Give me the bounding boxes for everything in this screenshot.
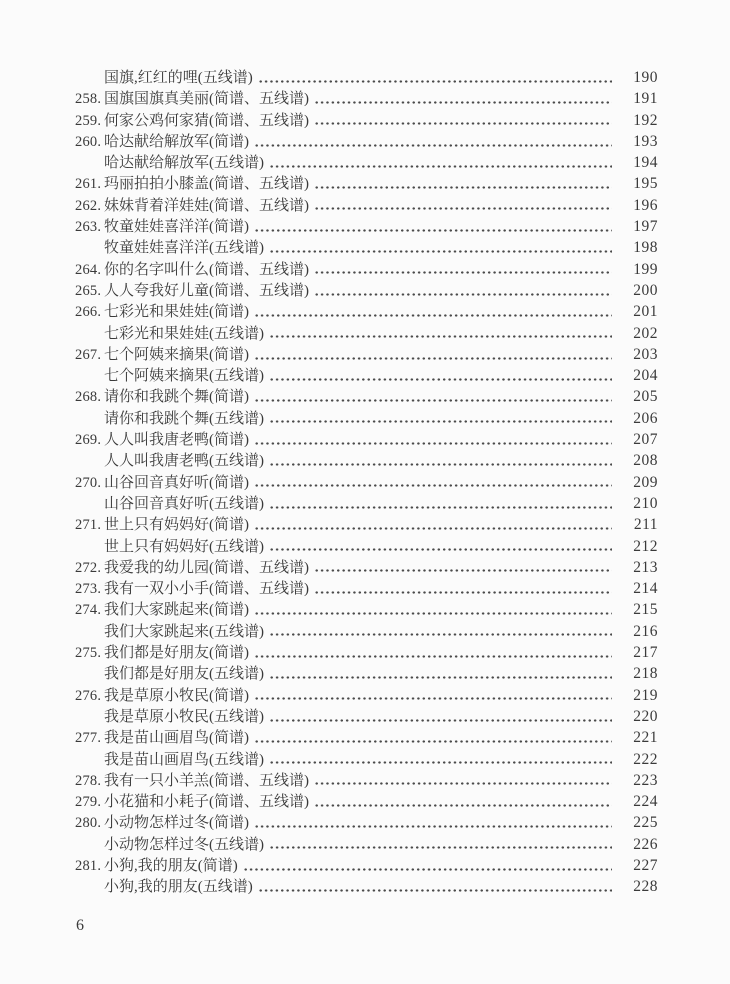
dot-leader bbox=[314, 101, 612, 104]
dot-leader bbox=[269, 463, 612, 466]
dot-leader bbox=[254, 612, 612, 615]
dot-leader bbox=[314, 207, 612, 210]
toc-row bbox=[75, 216, 658, 237]
entry-title: 我是苗山画眉鸟(简谱) bbox=[104, 730, 249, 747]
entry-title: 世上只有妈妈好(简谱) bbox=[104, 517, 249, 534]
toc-row bbox=[75, 855, 658, 876]
entry-page: 218 bbox=[633, 665, 658, 683]
toc-row bbox=[75, 472, 658, 493]
entry-page: 201 bbox=[633, 303, 658, 321]
toc-row bbox=[75, 280, 658, 301]
dot-leader bbox=[254, 357, 612, 360]
dot-leader bbox=[314, 271, 612, 274]
entry-title: 小动物怎样过冬(简谱) bbox=[104, 815, 249, 832]
entry-page: 196 bbox=[633, 196, 658, 214]
entry-title: 国旗国旗真美丽(简谱、五线谱) bbox=[104, 91, 309, 108]
toc-list bbox=[75, 67, 658, 898]
entry-page: 220 bbox=[633, 707, 658, 725]
entry-page: 214 bbox=[633, 580, 658, 598]
entry-title: 七彩光和果娃娃(五线谱) bbox=[104, 325, 264, 342]
entry-page: 200 bbox=[633, 281, 658, 299]
entry-page: 192 bbox=[633, 111, 658, 129]
page-number-footer: 6 bbox=[76, 917, 84, 934]
toc-row bbox=[75, 365, 658, 386]
dot-leader bbox=[254, 527, 612, 530]
entry-title: 我爱我的幼儿园(简谱、五线谱) bbox=[104, 559, 309, 576]
entry-number: 267. bbox=[75, 346, 102, 363]
entry-page: 210 bbox=[633, 494, 658, 512]
entry-page: 203 bbox=[633, 345, 658, 363]
dot-leader bbox=[243, 868, 612, 871]
toc-row bbox=[75, 642, 658, 663]
entry-page: 206 bbox=[633, 409, 658, 427]
entry-title: 七彩光和果娃娃(简谱) bbox=[104, 304, 249, 321]
entry-number: 259. bbox=[75, 112, 102, 129]
toc-row bbox=[75, 599, 658, 620]
entry-number: 275. bbox=[75, 645, 102, 662]
dot-leader bbox=[254, 740, 612, 743]
entry-number: 270. bbox=[75, 474, 102, 491]
entry-title: 我是草原小牧民(简谱) bbox=[104, 687, 249, 704]
entry-number: 280. bbox=[75, 815, 102, 832]
dot-leader bbox=[269, 378, 612, 381]
dot-leader bbox=[254, 825, 612, 828]
entry-title: 玛丽拍拍小膝盖(简谱、五线谱) bbox=[104, 176, 309, 193]
entry-number: 278. bbox=[75, 772, 102, 789]
dot-leader bbox=[314, 591, 612, 594]
entry-page: 223 bbox=[633, 771, 658, 789]
entry-title: 你的名字叫什么(简谱、五线谱) bbox=[104, 261, 309, 278]
toc-row bbox=[75, 514, 658, 535]
entry-title: 牧童娃娃喜洋洋(简谱) bbox=[104, 219, 249, 236]
entry-number: 281. bbox=[75, 857, 102, 874]
dot-leader bbox=[254, 314, 612, 317]
dot-leader bbox=[269, 719, 612, 722]
dot-leader bbox=[314, 122, 612, 125]
toc-row bbox=[75, 578, 658, 599]
toc-row bbox=[75, 876, 658, 897]
toc-row bbox=[75, 429, 658, 450]
entry-page: 190 bbox=[633, 69, 658, 86]
entry-title: 我是苗山画眉鸟(五线谱) bbox=[104, 751, 264, 768]
entry-title: 小花猫和小耗子(简谱、五线谱) bbox=[104, 794, 309, 811]
dot-leader bbox=[269, 250, 612, 253]
entry-number: 268. bbox=[75, 389, 102, 406]
dot-leader bbox=[314, 569, 612, 572]
entry-number: 264. bbox=[75, 261, 102, 278]
entry-title: 国旗,红红的哩(五线谱) bbox=[104, 70, 253, 86]
entry-title: 请你和我跳个舞(五线谱) bbox=[104, 410, 264, 427]
dot-leader bbox=[269, 633, 612, 636]
dot-leader bbox=[269, 335, 612, 338]
entry-page: 199 bbox=[633, 260, 658, 278]
entry-number: 266. bbox=[75, 304, 102, 321]
toc-row bbox=[75, 386, 658, 407]
entry-title: 七个阿姨来摘果(简谱) bbox=[104, 346, 249, 363]
entry-title: 山谷回音真好听(简谱) bbox=[104, 474, 249, 491]
entry-title: 牧童娃娃喜洋洋(五线谱) bbox=[104, 240, 264, 257]
entry-page: 193 bbox=[633, 132, 658, 150]
entry-number: 277. bbox=[75, 730, 102, 747]
dot-leader bbox=[314, 186, 612, 189]
entry-page: 204 bbox=[633, 367, 658, 385]
toc-row bbox=[75, 727, 658, 748]
toc-row bbox=[75, 152, 658, 173]
toc-row bbox=[75, 812, 658, 833]
entry-page: 212 bbox=[633, 537, 658, 555]
entry-page: 224 bbox=[633, 793, 658, 811]
entry-title: 我们都是好朋友(简谱) bbox=[104, 645, 249, 662]
dot-leader bbox=[254, 399, 612, 402]
toc-row bbox=[75, 450, 658, 471]
entry-page: 225 bbox=[633, 814, 658, 832]
entry-title: 山谷回音真好听(五线谱) bbox=[104, 495, 264, 512]
dot-leader bbox=[254, 442, 612, 445]
entry-page: 202 bbox=[633, 324, 658, 342]
dot-leader bbox=[314, 782, 612, 785]
entry-title: 小狗,我的朋友(简谱) bbox=[104, 857, 238, 874]
entry-title: 我是草原小牧民(五线谱) bbox=[104, 708, 264, 725]
entry-title: 小狗,我的朋友(五线谱) bbox=[104, 879, 253, 896]
toc-row bbox=[75, 749, 658, 770]
dot-leader bbox=[269, 420, 612, 423]
dot-leader bbox=[258, 889, 612, 892]
toc-row bbox=[75, 110, 658, 131]
dot-leader bbox=[269, 846, 612, 849]
entry-page: 226 bbox=[633, 835, 658, 853]
entry-title: 哈达献给解放军(五线谱) bbox=[104, 155, 264, 172]
toc-row bbox=[75, 195, 658, 216]
entry-page: 195 bbox=[633, 175, 658, 193]
entry-page: 222 bbox=[633, 750, 658, 768]
entry-page: 217 bbox=[633, 644, 658, 662]
entry-title: 人人叫我唐老鸭(简谱) bbox=[104, 432, 249, 449]
entry-number: 262. bbox=[75, 197, 102, 214]
toc-row bbox=[75, 663, 658, 684]
entry-page: 197 bbox=[633, 218, 658, 236]
toc-row bbox=[75, 344, 658, 365]
entry-page: 213 bbox=[633, 558, 658, 576]
dot-leader bbox=[254, 484, 612, 487]
dot-leader bbox=[269, 165, 612, 168]
entry-page: 208 bbox=[633, 452, 658, 470]
dot-leader bbox=[314, 804, 612, 807]
entry-page: 221 bbox=[633, 729, 658, 747]
toc-row bbox=[75, 131, 658, 152]
entry-number: 269. bbox=[75, 432, 102, 449]
dot-leader bbox=[269, 548, 612, 551]
dot-leader bbox=[258, 80, 612, 83]
entry-title: 小动物怎样过冬(五线谱) bbox=[104, 836, 264, 853]
entry-number: 263. bbox=[75, 219, 102, 236]
toc-row bbox=[75, 301, 658, 322]
toc-row bbox=[75, 536, 658, 557]
entry-title: 人人叫我唐老鸭(五线谱) bbox=[104, 453, 264, 470]
dot-leader bbox=[269, 506, 612, 509]
entry-title: 我们大家跳起来(简谱) bbox=[104, 602, 249, 619]
entry-page: 215 bbox=[633, 601, 658, 619]
entry-number: 258. bbox=[75, 91, 102, 108]
toc-row bbox=[75, 791, 658, 812]
entry-title: 我们都是好朋友(五线谱) bbox=[104, 666, 264, 683]
entry-page: 211 bbox=[633, 516, 658, 534]
entry-page: 198 bbox=[633, 239, 658, 257]
toc-row bbox=[75, 834, 658, 855]
entry-page: 228 bbox=[633, 878, 658, 896]
entry-title: 妹妹背着洋娃娃(简谱、五线谱) bbox=[104, 197, 309, 214]
entry-number: 279. bbox=[75, 794, 102, 811]
dot-leader bbox=[254, 697, 612, 700]
dot-leader bbox=[269, 676, 612, 679]
dot-leader bbox=[314, 293, 612, 296]
entry-number: 271. bbox=[75, 517, 102, 534]
toc-row bbox=[75, 621, 658, 642]
entry-page: 209 bbox=[633, 473, 658, 491]
entry-title: 哈达献给解放军(简谱) bbox=[104, 133, 249, 150]
entry-title: 七个阿姨来摘果(五线谱) bbox=[104, 368, 264, 385]
entry-title: 请你和我跳个舞(简谱) bbox=[104, 389, 249, 406]
toc-row bbox=[75, 323, 658, 344]
dot-leader bbox=[254, 229, 612, 232]
toc-row bbox=[75, 493, 658, 514]
entry-page: 207 bbox=[633, 431, 658, 449]
dot-leader bbox=[269, 761, 612, 764]
entry-number: 261. bbox=[75, 176, 102, 193]
toc-row bbox=[75, 259, 658, 280]
entry-title: 人人夸我好儿童(简谱、五线谱) bbox=[104, 282, 309, 299]
entry-number: 260. bbox=[75, 133, 102, 150]
entry-page: 191 bbox=[633, 90, 658, 108]
entry-page: 194 bbox=[633, 154, 658, 172]
entry-page: 216 bbox=[633, 622, 658, 640]
entry-title: 我有一只小羊羔(简谱、五线谱) bbox=[104, 772, 309, 789]
toc-row bbox=[75, 557, 658, 578]
entry-page: 205 bbox=[633, 388, 658, 406]
entry-title: 我有一双小小手(简谱、五线谱) bbox=[104, 581, 309, 598]
toc-row bbox=[75, 685, 658, 706]
entry-number: 265. bbox=[75, 282, 102, 299]
dot-leader bbox=[254, 144, 612, 147]
toc-row bbox=[75, 67, 658, 88]
entry-number: 273. bbox=[75, 581, 102, 598]
entry-title: 我们大家跳起来(五线谱) bbox=[104, 623, 264, 640]
entry-title: 何家公鸡何家猜(简谱、五线谱) bbox=[104, 112, 309, 129]
entry-page: 227 bbox=[633, 856, 658, 874]
entry-number: 272. bbox=[75, 559, 102, 576]
toc-row bbox=[75, 88, 658, 109]
entry-page: 219 bbox=[633, 686, 658, 704]
entry-number: 276. bbox=[75, 687, 102, 704]
toc-row bbox=[75, 408, 658, 429]
entry-number: 274. bbox=[75, 602, 102, 619]
toc-row bbox=[75, 237, 658, 258]
toc-row bbox=[75, 706, 658, 727]
toc-row bbox=[75, 173, 658, 194]
toc-row bbox=[75, 770, 658, 791]
dot-leader bbox=[254, 655, 612, 658]
entry-title: 世上只有妈妈好(五线谱) bbox=[104, 538, 264, 555]
